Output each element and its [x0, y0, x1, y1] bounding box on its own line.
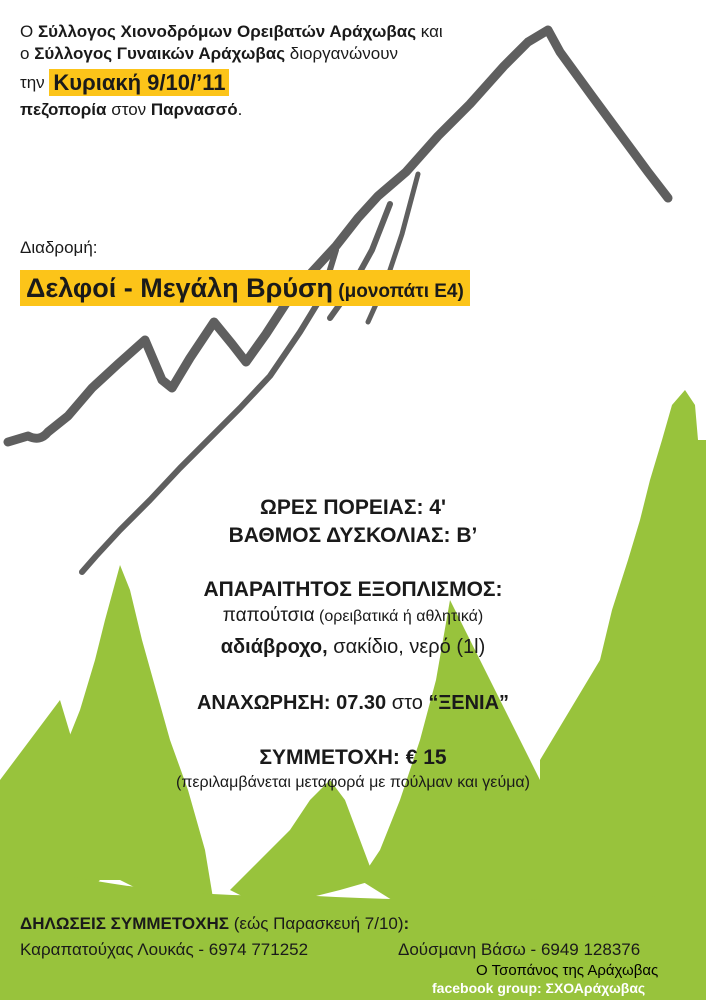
- equipment-line-2: αδιάβροχο, σακίδιο, νερό (1l): [220, 636, 486, 658]
- participation-fee: ΣΥΜΜΕΤΟΧΗ: € 15: [259, 746, 447, 769]
- contact-person-2: Δούσμανη Βάσω - 6949 128376: [398, 940, 641, 959]
- route-label: Διαδρομή:: [20, 238, 98, 257]
- participation-note: (περιλαμβάνεται μεταφορά με πούλμαν και γεύμα): [176, 774, 530, 791]
- equipment-line-1: παπούτσια (ορειβατικά ή αθλητικά): [222, 605, 484, 626]
- departure-info: ΑΝΑΧΩΡΗΣΗ: 07.30 στο “ΞΕΝΙΑ”: [196, 692, 510, 714]
- intro-line-1: Ο Σύλλογος Χιονοδρόμων Ορειβατών Αράχωβας και: [20, 22, 443, 41]
- registrations-heading: ΔΗΛΩΣΕΙΣ ΣΥΜΜΕΤΟΧΗΣ (εώς Παρασκευή 7/10):: [20, 914, 410, 933]
- route-banner: [20, 270, 470, 306]
- facebook-group: facebook group: ΣΧΟΑράχωβας: [432, 980, 646, 996]
- intro-line-3: την Κυριακή 9/10/’11: [20, 68, 229, 96]
- intro-line-2: ο Σύλλογος Γυναικών Αράχωβας διοργανώνουν: [20, 44, 398, 63]
- difficulty-grade: ΒΑΘΜΟΣ ΔΥΣΚΟΛΙΑΣ: Β’: [228, 524, 478, 547]
- author-credit: Ο Τσοπάνος της Αράχωβας: [476, 962, 659, 979]
- event-date: Κυριακή 9/10/’11: [49, 69, 229, 96]
- route-name: Δελφοί - Μεγάλη Βρύση: [26, 273, 334, 303]
- route-detail: (μονοπάτι Ε4): [333, 281, 464, 302]
- tree-center-low: [230, 780, 375, 900]
- intro-line-4: πεζοπορία στον Παρνασσό.: [20, 100, 243, 119]
- contact-person-1: Καραπατούχας Λουκάς - 6974 771252: [20, 940, 309, 959]
- walking-hours: ΩΡΕΣ ΠΟΡΕΙΑΣ: 4': [260, 496, 446, 519]
- equipment-title: ΑΠΑΡΑΙΤΗΤΟΣ ΕΞΟΠΛΙΣΜΟΣ:: [203, 578, 503, 601]
